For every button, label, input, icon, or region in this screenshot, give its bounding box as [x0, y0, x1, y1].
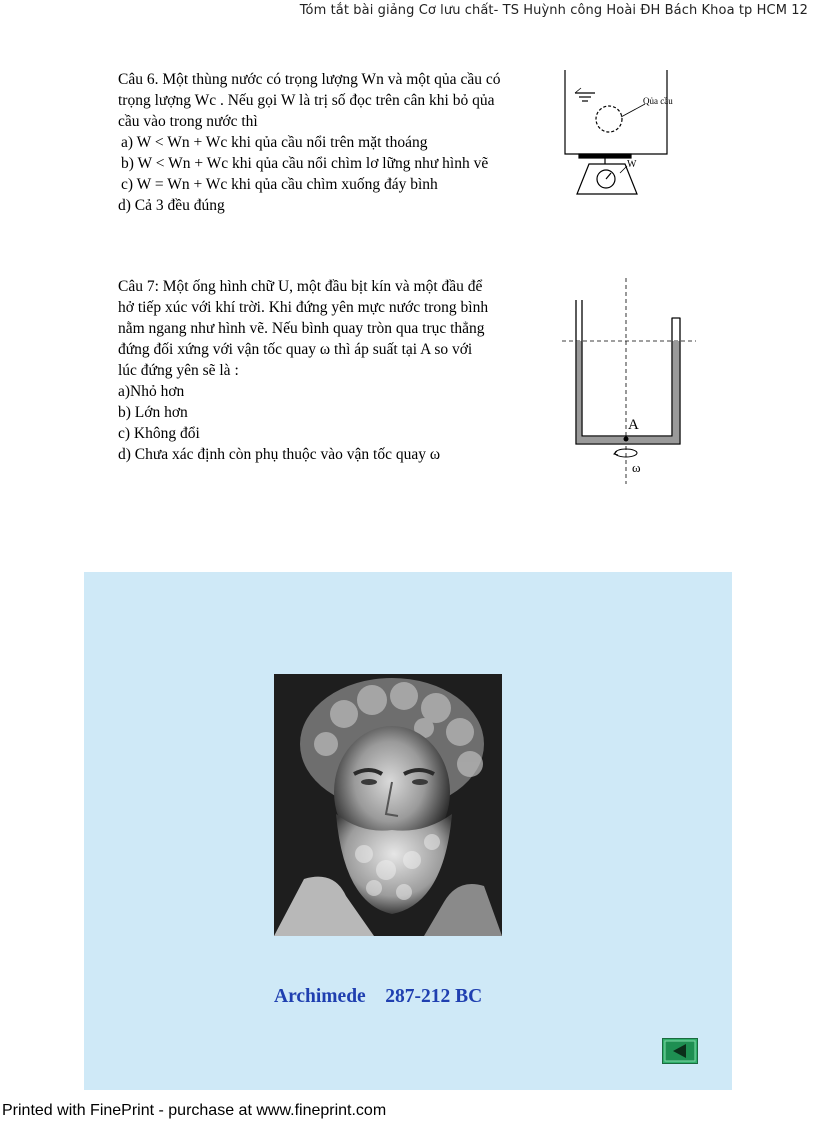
question-7-option-a: a)Nhỏ hơn — [118, 383, 185, 400]
footer-text: Printed with FinePrint - purchase at www.fineprint.com — [2, 1102, 387, 1119]
question-6-line: trọng lượng Wc . Nếu gọi W là trị số đọc trên cân khi bỏ qủa — [118, 92, 495, 109]
ball-label: Qủa cầu — [643, 96, 673, 106]
back-button[interactable] — [662, 1038, 698, 1064]
question-7-line: Câu 7: Một ống hình chữ U, một đầu bịt kín và một đầu để — [118, 278, 483, 295]
portrait-caption — [274, 986, 482, 1008]
point-a-label: A — [628, 417, 639, 433]
question-7-option-b: b) Lớn hơn — [118, 404, 188, 421]
caption-name: Archimede — [274, 986, 366, 1007]
triangle-left-icon — [663, 1039, 697, 1063]
question-7-line: đứng đối xứng với vận tốc quay ω thì áp suất tại A so với — [118, 341, 473, 358]
question-7-option-c: c) Không đổi — [118, 425, 200, 442]
omega-label: ω — [632, 460, 641, 475]
question-6-option-c: c) W = Wn + Wc khi qủa cầu chìm xuống đáy bình — [121, 176, 438, 193]
question-6 — [118, 69, 538, 216]
question-7-line: lúc đứng yên sẽ là : — [118, 362, 239, 379]
question-6-line: cầu vào trong nước thì — [118, 113, 258, 130]
question-7-line: hở tiếp xúc với khí trời. Khi đứng yên mực nước trong bình — [118, 299, 489, 316]
page-header: Tóm tắt bài giảng Cơ lưu chất- TS Huỳnh công Hoài ĐH Bách Khoa tp HCM 12 — [299, 3, 808, 18]
caption-years: 287-212 BC — [385, 986, 483, 1007]
archimedes-portrait — [274, 674, 502, 936]
question-7 — [118, 276, 538, 465]
u-tube-figure — [560, 276, 700, 488]
question-6-line: Câu 6. Một thùng nước có trọng lượng Wn và một qủa cầu có — [118, 71, 501, 88]
question-6-option-d: d) Cả 3 đều đúng — [118, 197, 225, 214]
question-7-option-d: d) Chưa xác định còn phụ thuộc vào vận tốc quay ω — [118, 446, 441, 463]
portrait-image — [274, 674, 502, 936]
question-7-line: nằm ngang như hình vẽ. Nếu bình quay tròn qua trục thẳng — [118, 320, 485, 337]
tank-on-scale-figure — [555, 66, 685, 206]
question-6-option-b: b) W < Wn + Wc khi qủa cầu nổi chìm lơ lững như hình vẽ — [121, 155, 489, 172]
question-6-option-a: a) W < Wn + Wc khi qủa cầu nổi trên mặt thoáng — [121, 134, 428, 151]
archimedes-slide — [84, 572, 732, 1090]
weight-label: W — [627, 159, 637, 170]
